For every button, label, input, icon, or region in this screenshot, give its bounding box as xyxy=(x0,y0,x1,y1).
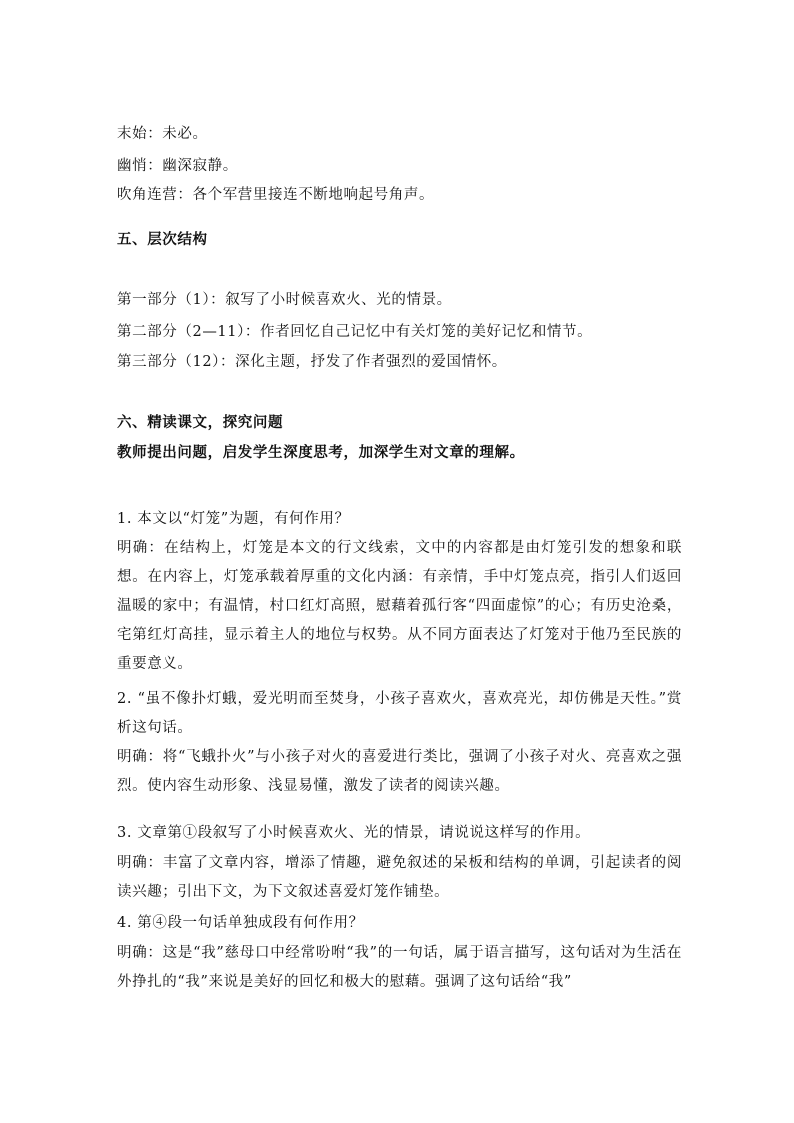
section-heading: 六、精读课文，探究问题 xyxy=(117,415,284,431)
answer: 明确：丰富了文章内容，增添了情趣，避免叙述的呆板和结构的单调，引起读者的阅读兴趣；引出下文，为下文叙述喜爱灯笼作铺垫。 xyxy=(117,855,682,900)
structure-part: 第三部分（12）：深化主题，抒发了作者强烈的爱国情怀。 xyxy=(117,354,507,370)
section-subheading: 教师提出问题，启发学生深度思考，加深学生对文章的理解。 xyxy=(117,445,525,461)
question: 2. “虽不像扑灯蛾，爱光明而至焚身，小孩子喜欢火，喜欢亮光，却仿佛是天性。”赏析这句话。 xyxy=(117,691,682,736)
answer: 明确：将“飞蛾扑火”与小孩子对火的喜爱进行类比，强调了小孩子对火、亮喜欢之强烈。使内容生动形象、浅显易懂，激发了读者的阅读兴趣。 xyxy=(117,749,682,794)
question: 1. 本文以“灯笼”为题，有何作用？ xyxy=(117,511,350,527)
question: 3. 文章第①段叙写了小时候喜欢火、光的情景，请说说这样写的作用。 xyxy=(117,825,591,841)
question: 4. 第④段一句话单独成段有何作用？ xyxy=(117,915,364,931)
structure-part: 第二部分（2—11）：作者回忆自己记忆中有关灯笼的美好记忆和情节。 xyxy=(117,324,593,340)
vocab-line: 吹角连营：各个军营里接连不断地响起号角声。 xyxy=(117,187,435,203)
vocab-line: 末始：未必。 xyxy=(117,126,208,142)
answer: 明确：这是“我”慈母口中经常吩咐“我”的一句话，属于语言描写，这句话对为生活在外挣扎的“我”来说是美好的回忆和极大的慰藉。强调了这句话给“我” xyxy=(117,945,682,990)
vocab-line: 幽悄：幽深寂静。 xyxy=(117,158,238,174)
answer: 明确：在结构上，灯笼是本文的行文线索，文中的内容都是由灯笼引发的想象和联想。在内容上，灯笼承载着厚重的文化内涵：有亲情，手中灯笼点亮，指引人们返回温暖的家中；有温情，村口红灯高照，慰藉着孤行客“四面虚惊”的心；有历史沧桑，宅第红灯高挂，显示着主人的地位与权势。从不同方面表达了灯笼对于他乃至民族的重要意义。 xyxy=(117,540,682,672)
structure-part: 第一部分（1）：叙写了小时候喜欢火、光的情景。 xyxy=(117,292,452,308)
section-heading: 五、层次结构 xyxy=(117,232,208,248)
